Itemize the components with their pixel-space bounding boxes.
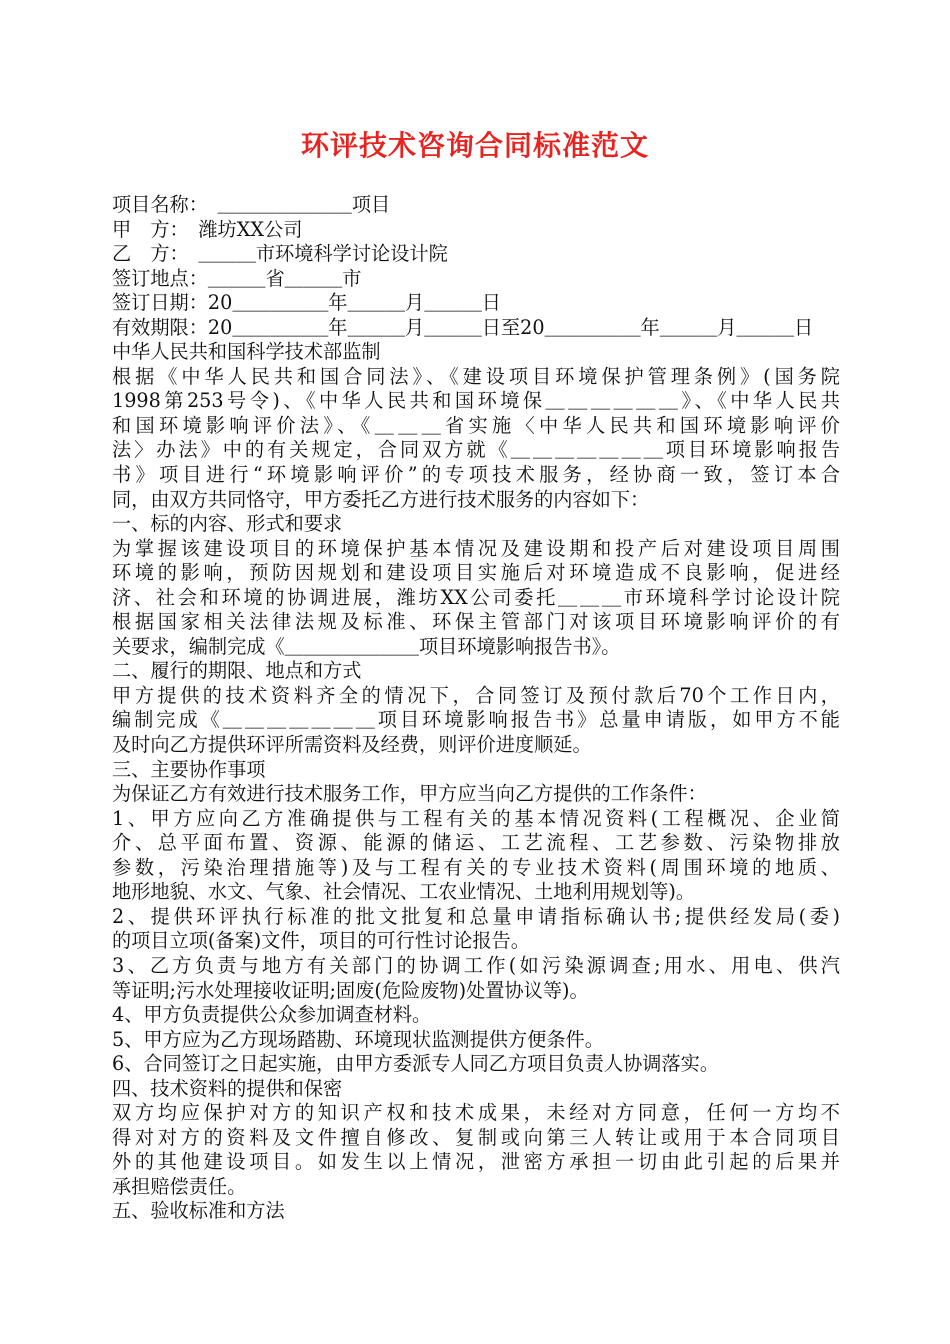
field-project-name: 项目名称： ＿＿＿＿＿＿＿项目 xyxy=(112,193,391,216)
list-item-line: 介、总平面布置、资源、能源的储运、工艺流程、工艺参数、污染物排放 xyxy=(112,831,840,855)
document-title: 环评技术咨询合同标准范文 xyxy=(300,129,649,162)
paragraph-line: 法〉办法》中的有关规定，合同双方就《＿＿＿＿＿＿＿项目环境影响报告 xyxy=(112,438,840,462)
paragraph-line: 及时向乙方提供环评所需资料及经费，则评价进度顺延。 xyxy=(112,733,592,757)
field-signing-date: 签订日期：20＿＿＿＿＿年＿＿＿月＿＿＿日 xyxy=(112,291,501,315)
field-party-a: 甲 方： 潍坊XX公司 xyxy=(112,217,303,241)
section-heading: 四、技术资料的提供和保密 xyxy=(112,1076,343,1100)
paragraph-line: 为掌握该建设项目的环境保护基本情况及建设期和投产后对建设项目周围 xyxy=(112,536,840,560)
list-item-line: 1、甲方应向乙方准确提供与工程有关的基本情况资料(工程概况、企业简 xyxy=(112,806,840,830)
list-item-line: 参数，污染治理措施等)及与工程有关的专业技术资料(周围环境的地质、 xyxy=(112,855,840,879)
paragraph-line: 1998第253号令)、《中华人民共和国环境保＿＿＿＿＿＿》、《中华人民共 xyxy=(112,389,840,413)
document-body xyxy=(112,193,840,1224)
paragraph-line: 外的其他建设项目。如发生以上情况，泄密方承担一切由此引起的后果并 xyxy=(112,1150,840,1174)
field-validity-period: 有效期限：20＿＿＿＿＿年＿＿＿月＿＿＿日至20＿＿＿＿＿年＿＿＿月＿＿＿日 xyxy=(112,315,814,339)
section-heading: 二、履行的期限、地点和方式 xyxy=(112,659,362,683)
paragraph-line: 得对对方的资料及文件擅自修改、复制或向第三人转让或用于本合同项目 xyxy=(112,1125,840,1149)
list-item-line: 6、合同签订之日起实施，由甲方委派专人同乙方项目负责人协调落实。 xyxy=(112,1052,720,1076)
paragraph-line: 编制完成《＿＿＿＿＿＿＿项目环境影响报告书》总量申请版，如甲方不能 xyxy=(112,708,840,732)
paragraph-line: 同，由双方共同恪守，甲方委托乙方进行技术服务的内容如下： xyxy=(112,487,650,511)
paragraph-line: 环境的影响，预防因规划和建设项目实施后对环境造成不良影响，促进经 xyxy=(112,561,840,585)
list-item-line: 2、提供环评执行标准的批文批复和总量申请指标确认书;提供经发局(委) xyxy=(112,904,840,928)
paragraph-line: 书》项目进行“环境影响评价”的专项技术服务，经协商一致，签订本合 xyxy=(112,463,840,487)
list-item-line: 5、甲方应为乙方现场踏勘、环境现状监测提供方便条件。 xyxy=(112,1027,604,1051)
field-party-b: 乙 方： ＿＿＿市环境科学讨论设计院 xyxy=(112,242,448,266)
paragraph-line: 根据《中华人民共和国合同法》、《建设项目环境保护管理条例》(国务院 xyxy=(112,364,840,388)
paragraph-line: 关要求，编制完成《＿＿＿＿＿＿＿项目环境影响报告书》。 xyxy=(112,634,621,658)
list-item-line: 4、甲方负责提供公众参加调查材料。 xyxy=(112,1003,432,1027)
list-item-line: 3、乙方负责与地方有关部门的协调工作(如污染源调查;用水、用电、供汽 xyxy=(112,953,840,977)
field-signing-place: 签订地点：＿＿＿省＿＿＿市 xyxy=(112,266,362,290)
list-item-line: 的项目立项(备案)文件，项目的可行性讨论报告。 xyxy=(112,929,530,953)
paragraph-line: 为保证乙方有效进行技术服务工作，甲方应当向乙方提供的工作条件： xyxy=(112,782,707,806)
section-heading: 五、验收标准和方法 xyxy=(112,1199,285,1223)
supervision-note: 中华人民共和国科学技术部监制 xyxy=(112,340,381,364)
list-item-line: 地形地貌、水文、气象、社会情况、工农业情况、土地利用规划等)。 xyxy=(112,880,696,904)
list-item-line: 等证明;污水处理接收证明;固废(危险废物)处置协议等)。 xyxy=(112,978,589,1002)
paragraph-line: 济、社会和环境的协调进展，潍坊XX公司委托＿＿＿市环境科学讨论设计院 xyxy=(112,585,840,609)
paragraph-line: 甲方提供的技术资料齐全的情况下，合同签订及预付款后70个工作日内， xyxy=(112,683,840,707)
paragraph-line: 根据国家相关法律法规及标准、环保主管部门对该项目环境影响评价的有 xyxy=(112,610,840,634)
section-heading: 三、主要协作事项 xyxy=(112,757,266,781)
paragraph-line: 双方均应保护对方的知识产权和技术成果，未经对方同意，任何一方均不 xyxy=(112,1101,840,1125)
paragraph-line: 和国环境影响评价法》、《＿＿＿省实施〈中华人民共和国环境影响评价 xyxy=(112,413,840,437)
paragraph-line: 承担赔偿责任。 xyxy=(112,1174,247,1198)
section-heading: 一、标的内容、形式和要求 xyxy=(112,512,343,536)
